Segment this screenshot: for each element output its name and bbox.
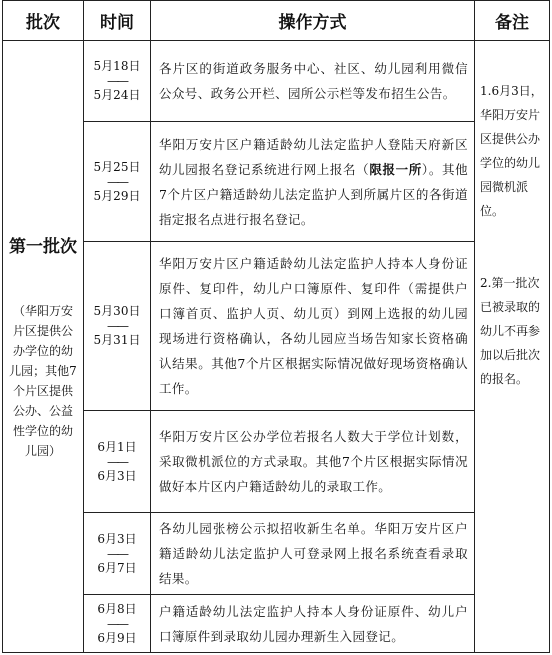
- operation-text: 华阳万安片区户籍适龄幼儿法定监护人持本人身份证原件、复印件，幼儿户口簿原件、复印件（需提供户口簿首页、监护人页、幼儿页）到网上选报的幼儿园现场进行资格确认，各幼儿园应当场告知家长资格确认结果。其他7个片区根据实际情况做好现场资格确认工作。: [159, 256, 468, 396]
- operation-cell: [151, 41, 475, 122]
- operation-text: 户籍适龄幼儿法定监护人持本人身份证原件、幼儿户口簿原件到录取幼儿园办理新生入园登记。: [159, 603, 468, 644]
- time-cell: [84, 411, 151, 513]
- batch-title: 第一批次: [9, 237, 77, 257]
- time-cell: [84, 595, 151, 653]
- operation-cell: [151, 411, 475, 513]
- time-start: 6月8日: [97, 601, 137, 616]
- time-dash: ——: [107, 74, 127, 88]
- header-time: 时间: [84, 1, 151, 41]
- note-1: 1.6月3日，华阳万安片区提供公办学位的幼儿园微机派位。: [480, 84, 543, 218]
- time-dash: ——: [107, 174, 127, 189]
- time-start: 5月18日: [93, 59, 141, 73]
- operation-cell: [151, 122, 475, 242]
- table-row: [3, 513, 550, 595]
- header-row: [3, 1, 550, 41]
- table-row: [3, 122, 550, 242]
- operation-text-cont: ）。其他7个片区户籍适龄幼儿法定监护人到所属片区的各街道指定报名点进行报名登记。: [159, 161, 469, 227]
- time-end: 6月3日: [97, 468, 137, 483]
- operation-text: 华阳万安片区户籍适龄幼儿法定监护人登陆天府新区幼儿园报名登记系统进行网上报名（: [159, 136, 468, 177]
- time-end: 5月29日: [93, 188, 141, 203]
- time-dash: ——: [107, 454, 127, 469]
- time-end: 6月7日: [97, 560, 137, 575]
- table-row: [3, 41, 550, 122]
- header-batch: 批次: [3, 1, 84, 41]
- enrollment-schedule-table: [2, 0, 550, 653]
- table-row: [3, 242, 550, 411]
- batch-cell: [3, 41, 84, 653]
- operation-cell: [151, 595, 475, 653]
- note-cell: [475, 41, 550, 653]
- time-end: 5月24日: [93, 88, 141, 102]
- time-start: 6月1日: [97, 439, 137, 454]
- operation-text: 华阳万安片区公办学位若报名人数大于学位计划数，采取微机派位的方式录取。其他7个片区根据实际情况做好本片区内户籍适龄幼儿的录取工作。: [159, 429, 468, 494]
- time-cell: [84, 513, 151, 595]
- time-start: 5月25日: [93, 159, 141, 174]
- header-operation: 操作方式: [151, 1, 475, 41]
- table-row: [3, 595, 550, 653]
- operation-text: 各幼儿园张榜公示拟招收新生名单。华阳万安片区户籍适龄幼儿法定监护人可登录网上报名系统查看录取结果。: [159, 521, 468, 586]
- note-2: 2.第一批次已被录取的幼儿不再参加以后批次的报名。: [480, 276, 541, 386]
- time-start: 5月30日: [93, 304, 141, 318]
- time-cell: [84, 41, 151, 122]
- header-note: 备注: [475, 1, 550, 41]
- time-end: 6月9日: [97, 630, 137, 645]
- time-cell: [84, 122, 151, 242]
- time-dash: ——: [107, 616, 127, 631]
- batch-subtitle: （华阳万安片区提供公办学位的幼儿园；其他7个片区提供公办、公益性学位的幼儿园）: [9, 304, 77, 458]
- time-cell: [84, 242, 151, 411]
- operation-bold-text: 限报一所: [369, 161, 422, 177]
- operation-cell: [151, 242, 475, 411]
- operation-cell: [151, 513, 475, 595]
- time-end: 5月31日: [93, 333, 141, 347]
- time-dash: ——: [107, 546, 127, 561]
- time-dash: ——: [107, 319, 127, 333]
- table-row: [3, 411, 550, 513]
- operation-text: 各片区的街道政务服务中心、社区、幼儿园利用微信公众号、政务公开栏、园所公示栏等发布招生公告。: [159, 61, 468, 101]
- enrollment-schedule-sheet: [2, 0, 549, 653]
- time-start: 6月3日: [97, 531, 137, 546]
